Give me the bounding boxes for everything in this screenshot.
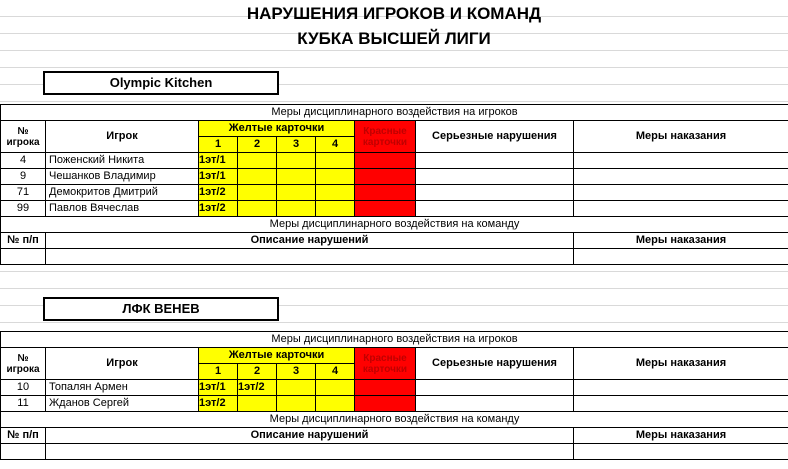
yellow-sub-4: 4: [316, 364, 355, 380]
col-red-cards: Красные карточки: [355, 121, 416, 153]
yellow-card-1[interactable]: 1эт/1: [199, 169, 238, 185]
yellow-card-3[interactable]: [277, 153, 316, 169]
col-penalties: Меры наказания: [574, 121, 788, 153]
yellow-card-4[interactable]: [316, 169, 355, 185]
col-yellow-cards: Желтые карточки: [199, 348, 355, 364]
penalty-cell[interactable]: [574, 169, 788, 185]
col-penalties: Меры наказания: [574, 428, 788, 444]
penalty-cell[interactable]: [574, 153, 788, 169]
serious-violation-cell[interactable]: [416, 201, 574, 217]
player-number[interactable]: 4: [1, 153, 46, 169]
item-number-cell[interactable]: [1, 249, 46, 265]
yellow-card-1[interactable]: 1эт/2: [199, 396, 238, 412]
red-card-cell[interactable]: [355, 153, 416, 169]
player-name[interactable]: Жданов Сергей: [46, 396, 199, 412]
serious-violation-cell[interactable]: [416, 169, 574, 185]
yellow-card-1[interactable]: 1эт/2: [199, 185, 238, 201]
yellow-card-4[interactable]: [316, 396, 355, 412]
yellow-card-2[interactable]: [238, 169, 277, 185]
player-number[interactable]: 9: [1, 169, 46, 185]
yellow-sub-2: 2: [238, 364, 277, 380]
yellow-card-2[interactable]: 1эт/2: [238, 380, 277, 396]
yellow-card-3[interactable]: [277, 380, 316, 396]
yellow-card-4[interactable]: [316, 153, 355, 169]
team-section-caption: Меры дисциплинарного воздействия на команду: [1, 412, 788, 428]
red-card-cell[interactable]: [355, 201, 416, 217]
col-player-number: № игрока: [1, 121, 46, 153]
col-item-number: № п/п: [1, 233, 46, 249]
yellow-card-3[interactable]: [277, 169, 316, 185]
col-red-cards: Красные карточки: [355, 348, 416, 380]
yellow-card-2[interactable]: [238, 201, 277, 217]
red-card-cell[interactable]: [355, 169, 416, 185]
yellow-sub-1: 1: [199, 364, 238, 380]
page-title-line1: НАРУШЕНИЯ ИГРОКОВ И КОМАНД: [246, 4, 542, 23]
players-table: [0, 331, 788, 460]
player-number[interactable]: 11: [1, 396, 46, 412]
col-player-number: № игрока: [1, 348, 46, 380]
penalty-cell[interactable]: [574, 201, 788, 217]
yellow-card-3[interactable]: [277, 185, 316, 201]
page-title-line2: КУБКА ВЫСШЕЙ ЛИГИ: [297, 29, 491, 48]
penalty-cell[interactable]: [574, 444, 788, 460]
team-name-box: Olympic Kitchen: [43, 71, 279, 95]
description-cell[interactable]: [46, 249, 574, 265]
serious-violation-cell[interactable]: [416, 396, 574, 412]
player-number[interactable]: 99: [1, 201, 46, 217]
yellow-card-4[interactable]: [316, 201, 355, 217]
player-name[interactable]: Павлов Вячеслав: [46, 201, 199, 217]
players-table: [0, 104, 788, 265]
player-name[interactable]: Поженский Никита: [46, 153, 199, 169]
red-card-cell[interactable]: [355, 185, 416, 201]
player-row: [1, 201, 788, 217]
players-section-caption: Меры дисциплинарного воздействия на игроков: [1, 105, 788, 121]
col-yellow-cards: Желтые карточки: [199, 121, 355, 137]
yellow-card-1[interactable]: 1эт/1: [199, 153, 238, 169]
player-name[interactable]: Топалян Армен: [46, 380, 199, 396]
player-name[interactable]: Демокритов Дмитрий: [46, 185, 199, 201]
col-violation-description: Описание нарушений: [46, 233, 574, 249]
team-name-box: ЛФК ВЕНЕВ: [43, 297, 279, 321]
team-violation-row: [1, 444, 788, 460]
yellow-sub-4: 4: [316, 137, 355, 153]
yellow-card-4[interactable]: [316, 185, 355, 201]
yellow-card-1[interactable]: 1эт/2: [199, 201, 238, 217]
yellow-card-4[interactable]: [316, 380, 355, 396]
yellow-sub-3: 3: [277, 364, 316, 380]
col-violation-description: Описание нарушений: [46, 428, 574, 444]
penalty-cell[interactable]: [574, 185, 788, 201]
col-item-number: № п/п: [1, 428, 46, 444]
yellow-sub-3: 3: [277, 137, 316, 153]
serious-violation-cell[interactable]: [416, 185, 574, 201]
player-name[interactable]: Чешанков Владимир: [46, 169, 199, 185]
col-penalties: Меры наказания: [574, 348, 788, 380]
yellow-sub-1: 1: [199, 137, 238, 153]
player-row: [1, 169, 788, 185]
yellow-card-2[interactable]: [238, 153, 277, 169]
player-row: [1, 396, 788, 412]
player-row: [1, 185, 788, 201]
player-row: [1, 153, 788, 169]
yellow-sub-2: 2: [238, 137, 277, 153]
team-section-caption: Меры дисциплинарного воздействия на команду: [1, 217, 788, 233]
yellow-card-2[interactable]: [238, 185, 277, 201]
red-card-cell[interactable]: [355, 380, 416, 396]
col-serious-violations: Серьезные нарушения: [416, 121, 574, 153]
yellow-card-1[interactable]: 1эт/1: [199, 380, 238, 396]
player-number[interactable]: 71: [1, 185, 46, 201]
team-violation-row: [1, 249, 788, 265]
col-serious-violations: Серьезные нарушения: [416, 348, 574, 380]
item-number-cell[interactable]: [1, 444, 46, 460]
yellow-card-3[interactable]: [277, 201, 316, 217]
player-number[interactable]: 10: [1, 380, 46, 396]
players-section-caption: Меры дисциплинарного воздействия на игроков: [1, 332, 788, 348]
red-card-cell[interactable]: [355, 396, 416, 412]
col-player: Игрок: [46, 121, 199, 153]
yellow-card-2[interactable]: [238, 396, 277, 412]
serious-violation-cell[interactable]: [416, 153, 574, 169]
col-penalties: Меры наказания: [574, 233, 788, 249]
penalty-cell[interactable]: [574, 396, 788, 412]
col-player: Игрок: [46, 348, 199, 380]
penalty-cell[interactable]: [574, 249, 788, 265]
description-cell[interactable]: [46, 444, 574, 460]
penalty-cell[interactable]: [574, 380, 788, 396]
player-row: [1, 380, 788, 396]
yellow-card-3[interactable]: [277, 396, 316, 412]
serious-violation-cell[interactable]: [416, 380, 574, 396]
